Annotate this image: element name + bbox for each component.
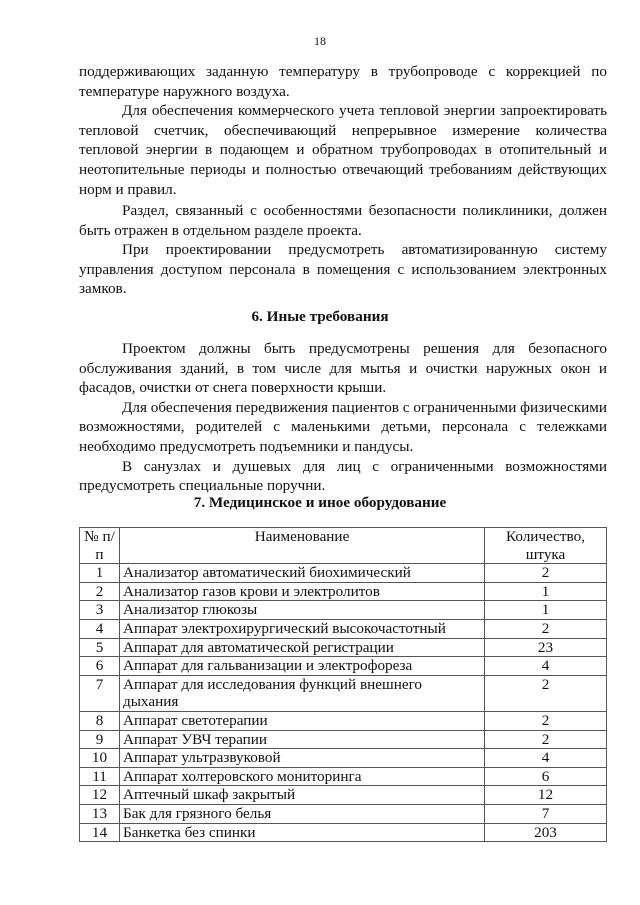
- table-row: [80, 711, 607, 730]
- header-name: Наименование: [120, 528, 485, 564]
- row-quantity: 6: [485, 767, 607, 786]
- section-6-body: [79, 339, 607, 496]
- row-number: 14: [80, 823, 120, 842]
- row-number: 4: [80, 619, 120, 638]
- row-number: 3: [80, 601, 120, 620]
- row-number: 2: [80, 582, 120, 601]
- text-block-heating: [79, 62, 607, 199]
- row-number: 9: [80, 730, 120, 749]
- header-number: № п/п: [80, 528, 120, 564]
- row-quantity: 2: [485, 730, 607, 749]
- row-name: Аптечный шкаф закрытый: [120, 786, 485, 805]
- table-header-row: [80, 528, 607, 564]
- row-number: 8: [80, 711, 120, 730]
- row-name: Анализатор автоматический биохимический: [120, 564, 485, 583]
- row-name: Аппарат холтеровского мониторинга: [120, 767, 485, 786]
- row-name: Аппарат электрохирургический высокочастотный: [120, 619, 485, 638]
- row-name: Анализатор глюкозы: [120, 601, 485, 620]
- text-block-security: [79, 201, 607, 299]
- row-quantity: 4: [485, 657, 607, 676]
- row-number: 5: [80, 638, 120, 657]
- table-row: [80, 638, 607, 657]
- table-row: [80, 582, 607, 601]
- table-row: [80, 730, 607, 749]
- row-quantity: 7: [485, 804, 607, 823]
- row-number: 1: [80, 564, 120, 583]
- row-name: Аппарат УВЧ терапии: [120, 730, 485, 749]
- paragraph: поддерживающих заданную температуру в трубопроводе с коррекцией по температуре наружного воздуха.: [79, 63, 607, 100]
- table-row: [80, 786, 607, 805]
- table-row: [80, 564, 607, 583]
- paragraph: Проектом должны быть предусмотрены решения для безопасного обслуживания зданий, в том числе для мытья и очистки наружных окон и фасадов, очистки от снега поверхности крыши.: [79, 340, 607, 397]
- row-quantity: 203: [485, 823, 607, 842]
- equipment-table: [79, 527, 607, 842]
- row-name: Аппарат светотерапии: [120, 711, 485, 730]
- row-quantity: 12: [485, 786, 607, 805]
- paragraph: Для обеспечения коммерческого учета тепловой энергии запроектировать тепловой счетчик, обеспечивающий непрерывное измерение количества тепловой энергии в подающем и обратном трубопроводах в отопительный и неотопительные периоды и полностью отвечающий требованиям действующих норм и правил.: [79, 102, 607, 198]
- row-number: 7: [80, 675, 120, 711]
- row-number: 6: [80, 657, 120, 676]
- row-quantity: 2: [485, 619, 607, 638]
- row-name: Бак для грязного белья: [120, 804, 485, 823]
- row-number: 12: [80, 786, 120, 805]
- table-row: [80, 657, 607, 676]
- table-row: [80, 619, 607, 638]
- table-row: [80, 601, 607, 620]
- row-quantity: 23: [485, 638, 607, 657]
- paragraph: При проектировании предусмотреть автоматизированную систему управления доступом персонала в помещения с использованием электронных замков.: [79, 241, 607, 298]
- row-number: 13: [80, 804, 120, 823]
- table-row: [80, 675, 607, 711]
- section-6-heading: 6. Иные требования: [251, 308, 389, 325]
- row-quantity: 2: [485, 711, 607, 730]
- row-name: Аппарат ультразвуковой: [120, 749, 485, 768]
- row-quantity: 1: [485, 582, 607, 601]
- row-name: Аппарат для гальванизации и электрофореза: [120, 657, 485, 676]
- table-row: [80, 804, 607, 823]
- row-name: Аппарат для исследования функций внешнего дыхания: [120, 675, 485, 711]
- row-name: Аппарат для автоматической регистрации: [120, 638, 485, 657]
- table-body: [80, 564, 607, 842]
- row-name: Банкетка без спинки: [120, 823, 485, 842]
- row-quantity: 4: [485, 749, 607, 768]
- table-row: [80, 823, 607, 842]
- paragraph: Раздел, связанный с особенностями безопасности поликлиники, должен быть отражен в отдельном разделе проекта.: [79, 202, 607, 239]
- row-name: Анализатор газов крови и электролитов: [120, 582, 485, 601]
- section-7-heading: 7. Медицинское и иное оборудование: [193, 494, 447, 511]
- row-quantity: 2: [485, 675, 607, 711]
- row-number: 11: [80, 767, 120, 786]
- table-row: [80, 767, 607, 786]
- header-quantity: Количество, штука: [485, 528, 607, 564]
- table-row: [80, 749, 607, 768]
- page-number: 18: [314, 34, 326, 48]
- paragraph: В санузлах и душевых для лиц с ограниченными возможностями предусмотреть специальные поручни.: [79, 457, 607, 495]
- paragraph: Для обеспечения передвижения пациентов с ограниченными физическими возможностями, родителей с маленькими детьми, персонала с тележками необходимо предусмотреть подъемники и пандусы.: [79, 398, 607, 455]
- row-quantity: 2: [485, 564, 607, 583]
- row-quantity: 1: [485, 601, 607, 620]
- row-number: 10: [80, 749, 120, 768]
